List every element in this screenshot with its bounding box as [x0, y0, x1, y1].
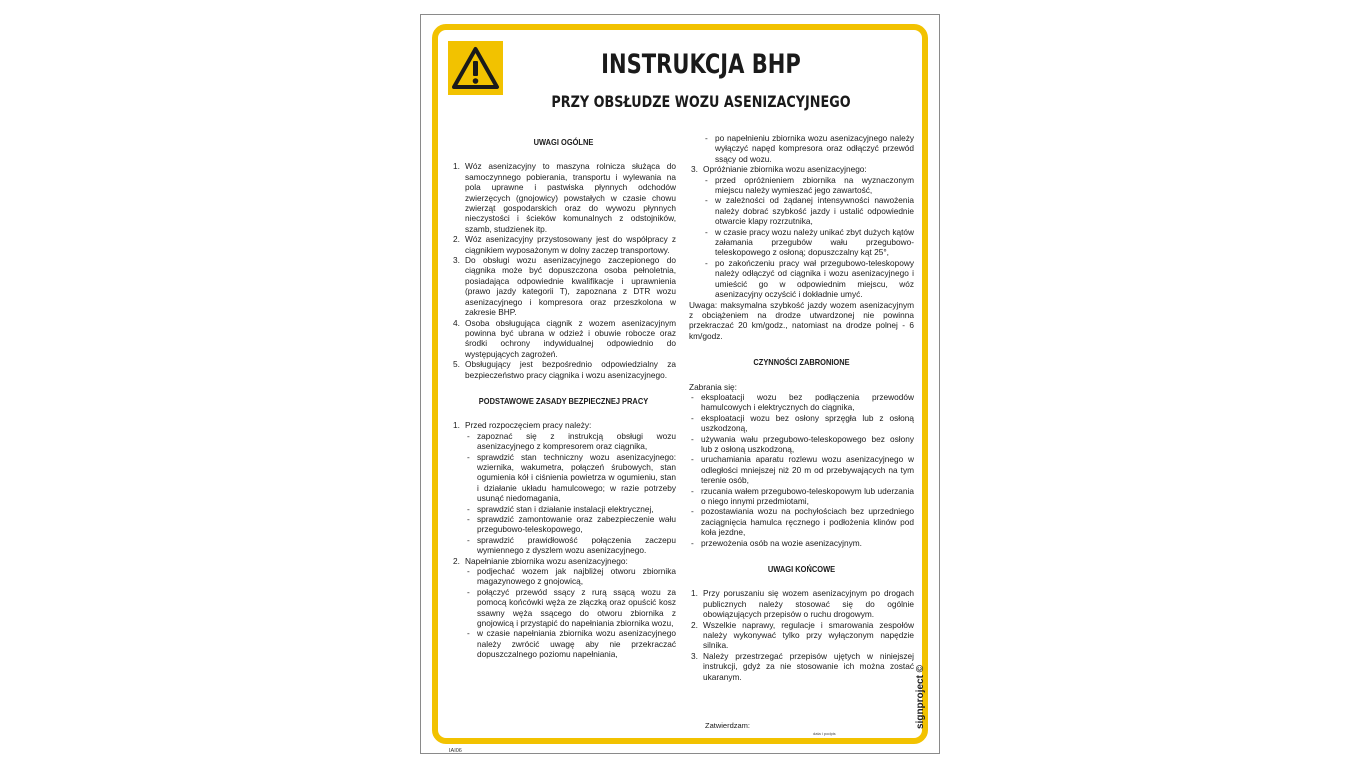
item-number: 4. [453, 317, 460, 328]
list-item [689, 164, 914, 174]
sub-item: - połączyć przewód ssący z rurą ssącą wozu za pomocą końcówki węża ze złączką oraz opuścić kosz ssawny węża ssącego do otworu zbiornika z gnojowicą i przystąpić do napełniania zbiornika wozu, [467, 586, 676, 629]
sub-item: - zapoznać się z instrukcją obsługi wozu asenizacyjnego z kompresorem oraz ciągnika, [467, 430, 676, 452]
sign-code: IAI06 [449, 748, 462, 754]
sub-item: - używania wału przegubowo-teleskopowego bez osłony lub z osłoną uszkodzoną, [691, 433, 914, 454]
list-item [689, 651, 914, 682]
item-text: Przy poruszaniu się wozem asenizacyjnym po drogach publicznych należy stosować się do ogólnie obowiązujących przepisów o ruchu drogowym. [703, 588, 914, 620]
sub-list [451, 566, 676, 660]
sub-item-text: połączyć przewód ssący z rurą ssącą wozu za pomocą końcówki węża ze złączką oraz opuścić kosz ssawny węża ssącego do otworu zbiornika z gnojowicą i przystąpić do napełniania zbiornika wozu, [477, 586, 676, 629]
sub-item-text: zapoznać się z instrukcją obsługi wozu asenizacyjnego z kompresorem oraz ciągnika, [477, 430, 676, 452]
signature-label: Zatwierdzam: [705, 721, 751, 730]
right-column [689, 133, 914, 682]
sub-item: - pozostawiania wozu na pochyłościach bez uprzedniego zaciągnięcia hamulca ręcznego i podłożenia klinów pod koła jezdne, [691, 506, 914, 538]
list-item [689, 620, 914, 651]
brand-label: signproject © [915, 664, 926, 729]
item-text: Napełnianie zbiornika wozu asenizacyjnego: [465, 555, 628, 566]
sub-item: - sprawdzić stan i działanie instalacji elektrycznej, [467, 503, 654, 514]
list-item [451, 234, 676, 255]
item-number: 1. [453, 420, 460, 431]
section-heading-forbidden: CZYNNOŚCI ZABRONIONE [753, 357, 850, 368]
list-item [451, 556, 676, 566]
sub-item-text: przewożenia osób na wozie asenizacyjnym. [701, 537, 862, 548]
list-item [451, 318, 676, 360]
list-item [689, 588, 914, 619]
speed-note: Uwaga: maksymalna szybkość jazdy wozem asenizacyjnym z obciążeniem na drodze utwardzonej nie powinna przekraczać 20 km/godz., natomiast na drodze polnej - 6 km/godz. [689, 299, 914, 341]
sub-item-text: w zależności od żądanej intensywności nawożenia należy dobrać szybkość jazdy i ustalić odpowiednie otwarcie klapy rozrzutnika, [715, 195, 914, 227]
sub-item-text: po zakończeniu pracy wał przegubowo-teleskopowy należy odłączyć od ciągnika i wozu asenizacyjnego i umieścić go w odpowiednim miejscu, wóz asenizacyjny oczyścić i dokładnie umyć. [715, 257, 914, 300]
sub-item-text: eksploatacji wozu bez osłony sprzęgła lub z osłoną uszkodzoną, [701, 412, 914, 434]
sign-subtitle: PRZY OBSŁUDZE WOZU ASENIZACYJNEGO [551, 92, 851, 111]
left-column [451, 133, 676, 660]
item-number: 2. [453, 555, 460, 566]
sub-list [689, 175, 914, 300]
sub-item: - w czasie napełniania zbiornika wozu asenizacyjnego należy zwrócić uwagę aby nie przekraczać dopuszczalnego poziomu napełniania, [467, 628, 676, 660]
item-text: Przed rozpoczęciem pracy należy: [465, 420, 592, 431]
sub-item-text: w czasie napełniania zbiornika wozu asenizacyjnego należy zwrócić uwagę aby nie przekraczać dopuszczalnego poziomu napełniania, [477, 628, 676, 660]
list-item [451, 420, 676, 430]
sub-item: - sprawdzić prawidłowość połączenia zaczepu wymiennego z dyszlem wozu asenizacyjnego. [467, 534, 676, 556]
sub-item-text: przed opróżnieniem zbiornika na wyznaczonym miejscu należy wymieszać jego zawartość, [715, 174, 914, 196]
sub-item-text: sprawdzić stan i działanie instalacji elektrycznej, [477, 503, 654, 514]
item-text: Należy przestrzegać przepisów ujętych w niniejszej instrukcji, gdyż za nie stosowanie ich można zostać ukaranym. [703, 650, 914, 682]
section-heading-final: UWAGI KOŃCOWE [767, 564, 836, 575]
warning-triangle-icon [448, 41, 503, 95]
sub-item: - podjechać wozem jak najbliżej otworu zbiornika magazynowego z gnojowicą, [467, 566, 676, 587]
sub-list [451, 431, 676, 556]
sub-item: - w zależności od żądanej intensywności nawożenia należy dobrać szybkość jazdy i ustalić odpowiednie otwarcie klapy rozrzutnika, [705, 195, 914, 227]
item-number: 2. [691, 619, 698, 630]
item-number: 1. [453, 161, 460, 172]
item-number: 2. [453, 234, 460, 245]
sub-item-text: w czasie pracy wozu należy unikać zbyt dużych kątów załamania przegubów wału przegubowo-teleskopowego z osłoną; dopuszczalny kąt 25°, [715, 226, 914, 258]
sub-item: - przewożenia osób na wozie asenizacyjnym. [691, 537, 862, 548]
sub-item: - rzucania wałem przegubowo-teleskopowym lub uderzania o niego innymi przedmiotami, [691, 485, 914, 506]
item-number: 5. [453, 359, 460, 370]
sub-item-text: uruchamiania aparatu rozlewu wozu asenizacyjnego w odległości mniejszej niż 20 m od przebywających na tym terenie osób, [701, 454, 914, 486]
list-item [451, 359, 676, 380]
sub-item-text: podjechać wozem jak najbliżej otworu zbiornika magazynowego z gnojowicą, [477, 566, 676, 587]
sub-item: - w czasie pracy wozu należy unikać zbyt dużych kątów załamania przegubów wału przegubowo-teleskopowego z osłoną; dopuszczalny kąt 25°, [705, 226, 914, 258]
sub-item-text: używania wału przegubowo-teleskopowego bez osłony lub z osłoną uszkodzoną, [701, 433, 914, 454]
sub-item-text: sprawdzić prawidłowość połączenia zaczepu wymiennego z dyszlem wozu asenizacyjnego. [477, 534, 676, 556]
sub-item-text: eksploatacji wozu bez podłączenia przewodów hamulcowych i elektrycznych do ciągnika, [701, 391, 914, 413]
sub-item: - po zakończeniu pracy wał przegubowo-teleskopowy należy odłączyć od ciągnika i wozu asenizacyjnego i umieścić go w odpowiednim miejscu, wóz asenizacyjny oczyścić i dokładnie umyć. [705, 257, 914, 300]
sub-item: - sprawdzić zamontowanie oraz zabezpieczenie wału przegubowo-teleskopowego, [467, 514, 676, 535]
item-text: Wóz asenizacyjny to maszyna rolnicza służąca do samoczynnego pobierania, transportu i wylewania na pola uprawne i pastwiska płynnych odchodów zwierzęcych (gnojowicy) powstałych w czasie chowu zwierząt gospodarskich oraz do wywozu płynnych nieczystości i ścieków komunalnych z odstojników, szamb, studzienek itp. [465, 161, 676, 234]
sub-item-text: po napełnieniu zbiornika wozu asenizacyjnego należy wyłączyć napęd kompresora oraz odłączyć przewód ssący od wozu. [715, 133, 914, 164]
item-number: 3. [691, 650, 698, 661]
sub-item-text: pozostawiania wozu na pochyłościach bez uprzedniego zaciągnięcia hamulca ręcznego i podłożenia klinów pod koła jezdne, [701, 506, 914, 538]
item-text: Obsługujący jest bezpośrednio odpowiedzialny za bezpieczeństwo pracy ciągnika i wozu asenizacyjnego. [465, 359, 676, 380]
section-heading-general: UWAGI OGÓLNE [533, 137, 594, 147]
sub-item: - po napełnieniu zbiornika wozu asenizacyjnego należy wyłączyć napęd kompresora oraz odłączyć przewód ssący od wozu. [705, 133, 914, 164]
sub-item: - eksploatacji wozu bez osłony sprzęgła lub z osłoną uszkodzoną, [691, 412, 914, 434]
sub-item-text: sprawdzić stan techniczny wozu asenizacyjnego: wziernika, wakumetra, połączeń śrubowych, stan ogumienia kół i ciśnienia powietrza w ogumieniu, stan i działanie układu hamulcowego; w razie potrzeby usunąć niedomagania, [477, 451, 676, 504]
item-text: Do obsługi wozu asenizacyjnego zaczepionego do ciągnika może być dopuszczona osoba pełnoletnia, posiadająca odpowiednie kwalifikacje i uprawnienia (prawo jazdy kategorii T), zapoznana z DTR wozu asenizacyjnego i kompresora oraz przeszkolona w zakresie BHP. [465, 255, 676, 318]
sign-title: INSTRUKCJA BHP [601, 49, 801, 80]
item-number: 3. [691, 164, 698, 175]
signature-sublabel: data i podpis [813, 731, 836, 736]
sub-item-text: rzucania wałem przegubowo-teleskopowym lub uderzania o niego innymi przedmiotami, [701, 485, 914, 506]
list-item [451, 161, 676, 234]
item-number: 3. [453, 255, 460, 266]
list-item [451, 255, 676, 317]
item-text: Wóz asenizacyjny przystosowany jest do współpracy z ciągnikiem wyposażonym w dolny zaczep transportowy. [465, 234, 676, 255]
sub-item-text: sprawdzić zamontowanie oraz zabezpieczenie wału przegubowo-teleskopowego, [477, 514, 676, 535]
item-number: 1. [691, 588, 698, 599]
section-heading-basic: PODSTAWOWE ZASADY BEZPIECZNEJ PRACY [478, 395, 649, 406]
sub-item: - uruchamiania aparatu rozlewu wozu asenizacyjnego w odległości mniejszej niż 20 m od przebywających na tym terenie osób, [691, 454, 914, 486]
sub-item: - przed opróżnieniem zbiornika na wyznaczonym miejscu należy wymieszać jego zawartość, [705, 174, 914, 196]
item-text: Wszelkie naprawy, regulacje i smarowania zespołów należy wykonywać tylko przy wyłączonym napędzie silnika. [703, 619, 914, 651]
item-text: Osoba obsługująca ciągnik z wozem asenizacyjnym powinna być ubrana w odzież i obuwie robocze oraz środki ochrony indywidualnej odpowiednio do występujących zagrożeń. [465, 317, 676, 359]
forbidden-intro: Zabrania się: [689, 381, 737, 392]
sub-list [689, 133, 914, 164]
item-text: Opróżnianie zbiornika wozu asenizacyjnego: [703, 164, 867, 175]
sub-item: - sprawdzić stan techniczny wozu asenizacyjnego: wziernika, wakumetra, połączeń śrubowych, stan ogumienia kół i ciśnienia powietrza w ogumieniu, stan i działanie układu hamulcowego; w razie potrzeby usunąć niedomagania, [467, 451, 676, 504]
safety-sign [420, 14, 940, 754]
sub-item: - eksploatacji wozu bez podłączenia przewodów hamulcowych i elektrycznych do ciągnika, [691, 391, 914, 413]
